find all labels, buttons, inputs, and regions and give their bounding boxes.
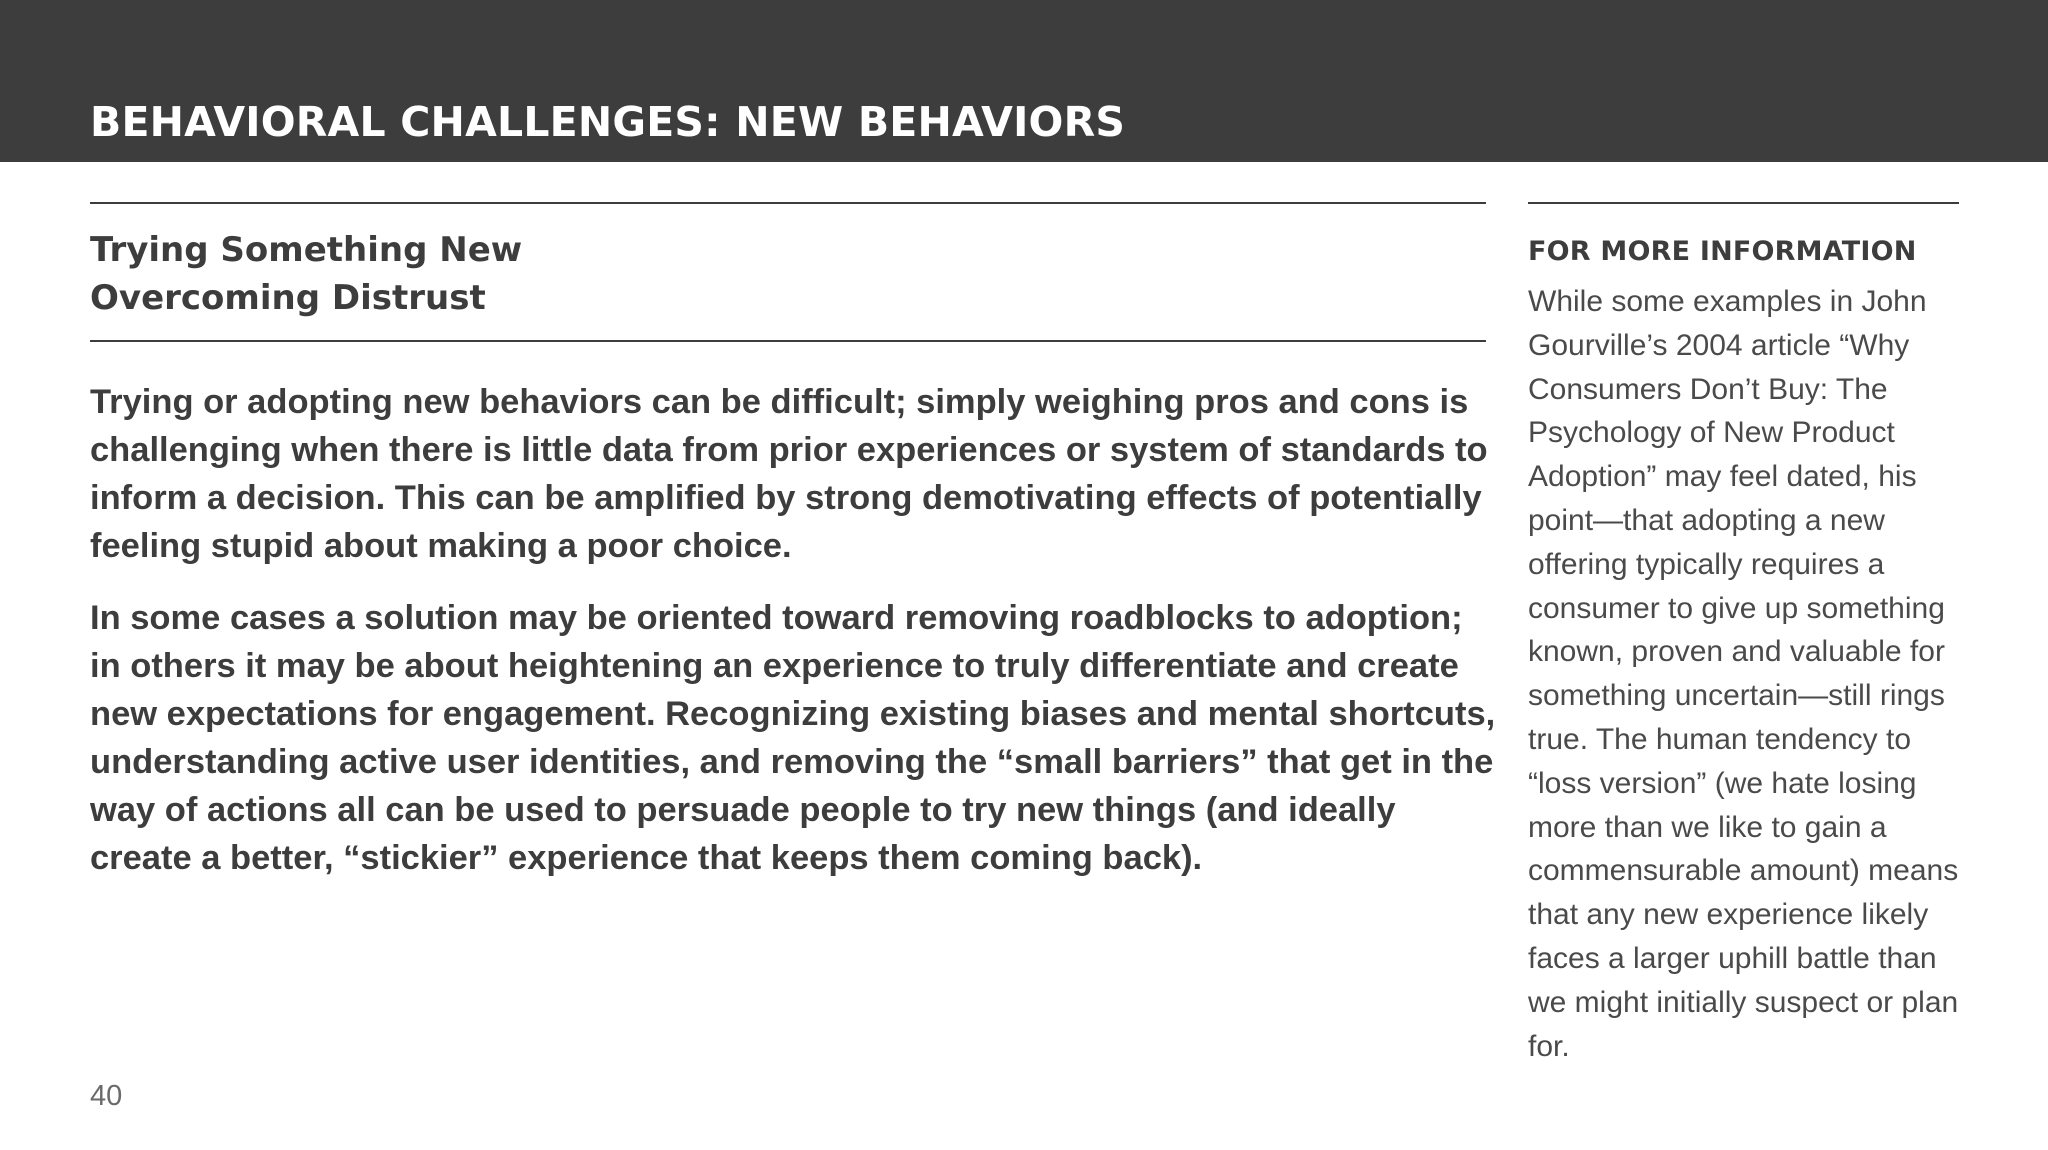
subtitle-line-1: Trying Something New	[90, 230, 523, 270]
header-bar	[0, 0, 2048, 162]
sidebar-heading: FOR MORE INFORMATION	[1528, 236, 1917, 267]
body-paragraph-1: Trying or adopting new behaviors can be difficult; simply weighing pros and cons is challenging when there is little data from prior experiences or system of standards to inform a decision. This can be amplified by strong demotivating effects of potentially feeling stupid about making a poor choice.	[90, 383, 1488, 565]
page-title-lead: BEHAVIORAL CHALLENGES:	[90, 98, 736, 146]
main-bottom-divider	[90, 340, 1486, 342]
body-paragraph-2: In some cases a solution may be oriented toward removing roadblocks to adoption; in others it may be about heightening an experience to truly differentiate and create new expectations for engagement. Recognizing existing biases and mental shortcuts, understanding active user identities, and removing the “small barriers” that get in the way of actions all can be used to persuade people to try new things (and ideally create a better, “stickier” experience that keeps them coming back).	[90, 599, 1496, 877]
main-top-divider	[90, 202, 1486, 204]
page-title	[90, 100, 1125, 145]
sidebar-text: While some examples in John Gourville’s 2004 article “Why Consumers Don’t Buy: The Psychology of New Product Adoption” may feel dated, his point—that adopting a new offering typically requires a consumer to give up something known, proven and valuable for something uncertain—still rings true. The human tendency to “loss version” (we hate losing more than we like to gain a commensurable amount) means that any new experience likely faces a larger uphill battle than we might initially suspect or plan for.	[1528, 285, 1959, 1063]
page-number: 40	[90, 1080, 123, 1112]
main-body	[90, 378, 1500, 906]
page-title-main: NEW BEHAVIORS	[735, 98, 1126, 146]
sidebar-top-divider	[1528, 202, 1959, 204]
section-subtitle	[90, 226, 522, 322]
subtitle-line-2: Overcoming Distrust	[90, 278, 486, 318]
